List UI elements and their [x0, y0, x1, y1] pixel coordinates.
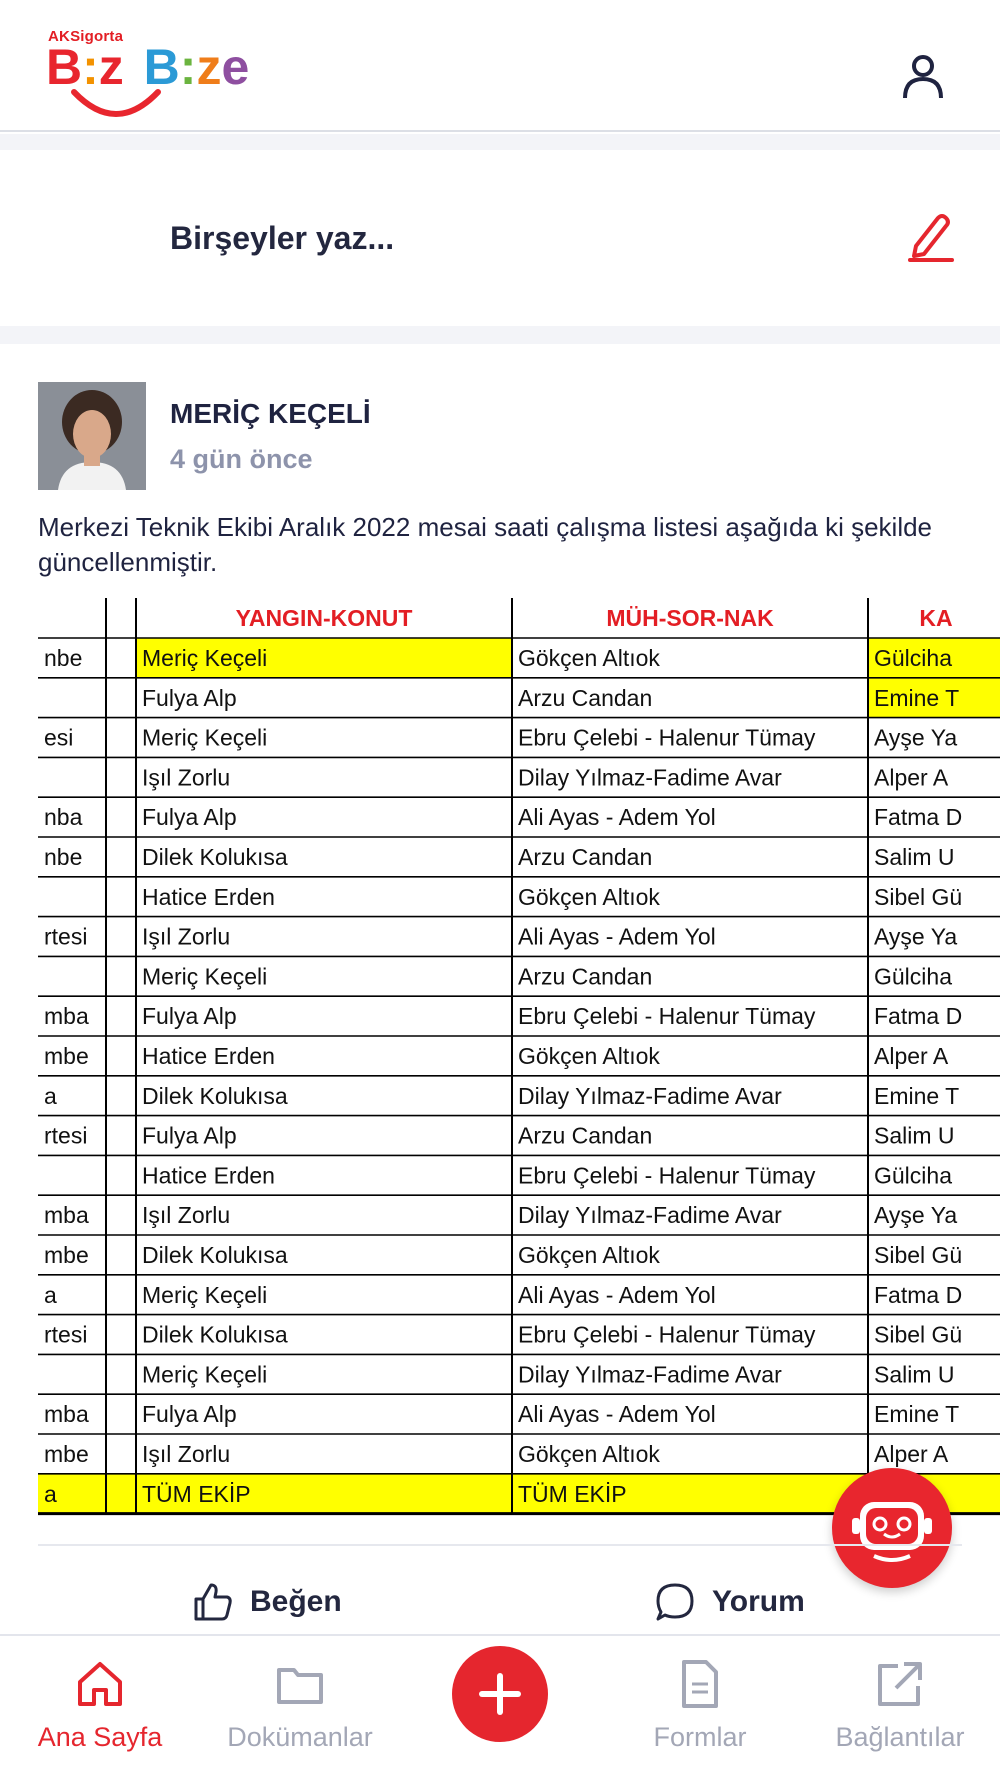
- composer-placeholder[interactable]: Birşeyler yaz...: [170, 220, 395, 256]
- table-cell: mbe: [44, 1043, 89, 1069]
- table-cell: Işıl Zorlu: [142, 764, 231, 791]
- nav-home[interactable]: [28, 1636, 172, 1780]
- user-icon: [898, 52, 948, 102]
- table-cell: Ayşe Ya: [874, 1202, 958, 1229]
- table-cell: Ayşe Ya: [874, 724, 958, 751]
- table-cell: Gökçen Altıok: [518, 1242, 660, 1268]
- table-cell: Meriç Keçeli: [142, 1361, 268, 1388]
- nav-documents[interactable]: [216, 1636, 384, 1780]
- nav-links[interactable]: [820, 1636, 980, 1780]
- nav-links-label: Bağlantılar: [835, 1722, 965, 1752]
- like-button[interactable]: [192, 1572, 342, 1632]
- table-cell: Arzu Candan: [518, 684, 653, 711]
- table-cell: Arzu Candan: [518, 963, 653, 990]
- nav-home-label: Ana Sayfa: [37, 1722, 163, 1752]
- table-cell: Gülciha: [874, 645, 952, 671]
- thumbs-up-icon: [192, 1581, 234, 1623]
- table-cell: Gülciha: [874, 1162, 952, 1189]
- table-cell: mba: [44, 1401, 89, 1428]
- table-cell: a: [44, 1480, 57, 1507]
- nav-forms[interactable]: [640, 1636, 760, 1780]
- table-cell: Ali Ayas - Adem Yol: [518, 1281, 716, 1308]
- table-cell: Dilay Yılmaz-Fadime Avar: [518, 1361, 782, 1388]
- table-cell: mbe: [44, 1242, 89, 1268]
- table-cell: Sibel Gü: [874, 1242, 963, 1268]
- table-header-cell: YANGIN-KONUT: [235, 605, 413, 631]
- table-cell: Ebru Çelebi - Halenur Tümay: [518, 1003, 816, 1030]
- robot-icon: [832, 1468, 952, 1588]
- table-cell: Meriç Keçeli: [142, 724, 268, 751]
- logo-wordmark: [46, 26, 250, 126]
- table-cell: Emine T: [874, 684, 960, 711]
- comment-label: Yorum: [712, 1585, 805, 1618]
- table-cell: Salim U: [874, 844, 955, 870]
- section-gap: [0, 326, 1000, 344]
- post-author[interactable]: MERİÇ KEÇELİ: [170, 398, 371, 429]
- table-cell: Fulya Alp: [142, 1122, 237, 1149]
- table-cell: Hatice Erden: [142, 883, 275, 910]
- write-post-button[interactable]: [908, 210, 954, 262]
- table-cell: Dilek Kolukısa: [142, 1082, 288, 1109]
- profile-button[interactable]: [898, 52, 948, 102]
- table-cell: TÜM EKİP: [518, 1480, 627, 1507]
- avatar-photo: [38, 382, 146, 490]
- folder-icon: [274, 1658, 326, 1710]
- table-cell: Sibel Gü: [874, 883, 963, 910]
- table-cell: Dilek Kolukısa: [142, 1321, 288, 1348]
- external-link-icon: [874, 1658, 926, 1710]
- table-cell: Alper A: [874, 1441, 949, 1467]
- table-cell: Işıl Zorlu: [142, 1202, 231, 1229]
- table-cell: rtesi: [44, 1122, 88, 1149]
- table-cell: Gökçen Altıok: [518, 645, 660, 671]
- post-time: 4 gün önce: [170, 444, 313, 474]
- table-cell: nba: [44, 804, 83, 831]
- nav-forms-label: Formlar: [653, 1722, 747, 1752]
- section-gap: [0, 134, 1000, 150]
- add-button[interactable]: [452, 1646, 548, 1742]
- plus-icon: [452, 1646, 548, 1742]
- comment-icon: [654, 1581, 696, 1623]
- table-header-cell: MÜH-SOR-NAK: [606, 605, 774, 631]
- table-cell: mbe: [44, 1441, 89, 1467]
- like-label: Beğen: [250, 1585, 342, 1618]
- table-cell: Ebru Çelebi - Halenur Tümay: [518, 724, 816, 751]
- table-cell: Gülciha: [874, 963, 952, 990]
- highlight-cell: [106, 1474, 136, 1514]
- table-cell: Alper A: [874, 764, 949, 791]
- author-avatar[interactable]: [38, 382, 146, 490]
- table-cell: Ali Ayas - Adem Yol: [518, 1401, 716, 1428]
- table-cell: mba: [44, 1003, 89, 1030]
- svg-text:B:z B:ze: B:z B:ze: [46, 39, 250, 95]
- app-header: [0, 0, 1000, 132]
- table-cell: Hatice Erden: [142, 1162, 275, 1189]
- schedule-table: [38, 598, 1000, 1516]
- table-cell: Meriç Keçeli: [142, 963, 268, 990]
- chatbot-button[interactable]: [832, 1468, 952, 1588]
- table-cell: Dilek Kolukısa: [142, 844, 288, 870]
- table-cell: Gökçen Altıok: [518, 1441, 660, 1467]
- table-cell: Fulya Alp: [142, 1401, 237, 1428]
- table-header-cell: KA: [919, 605, 953, 631]
- table-cell: Ali Ayas - Adem Yol: [518, 923, 716, 950]
- logo-brand-top: AKSigorta: [48, 28, 124, 45]
- table-cell: Ebru Çelebi - Halenur Tümay: [518, 1321, 816, 1348]
- table-cell: Salim U: [874, 1361, 955, 1388]
- table-cell: Ebru Çelebi - Halenur Tümay: [518, 1162, 816, 1189]
- pencil-icon: [908, 210, 954, 262]
- table-cell: Emine T: [874, 1401, 960, 1428]
- table-cell: Fatma D: [874, 1003, 963, 1030]
- table-cell: Arzu Candan: [518, 844, 653, 870]
- post-composer[interactable]: [0, 150, 1000, 326]
- table-cell: Salim U: [874, 1122, 955, 1149]
- comment-button[interactable]: [654, 1572, 805, 1632]
- table-cell: TÜM EKİP: [142, 1480, 251, 1507]
- table-cell: esi: [44, 724, 74, 751]
- table-cell: Dilek Kolukısa: [142, 1242, 288, 1268]
- table-cell: nbe: [44, 645, 83, 671]
- table-cell: Emine T: [874, 1082, 960, 1109]
- table-cell: Dilay Yılmaz-Fadime Avar: [518, 1202, 782, 1229]
- table-cell: Gökçen Altıok: [518, 883, 660, 910]
- table-cell: Ayşe Ya: [874, 923, 958, 950]
- table-cell: Fulya Alp: [142, 804, 237, 831]
- table-cell: Hatice Erden: [142, 1043, 275, 1069]
- document-icon: [674, 1658, 726, 1710]
- nav-documents-label: Dokümanlar: [227, 1722, 373, 1752]
- table-cell: Işıl Zorlu: [142, 923, 231, 950]
- post-divider: [38, 1544, 962, 1546]
- table-cell: Ali Ayas - Adem Yol: [518, 804, 716, 831]
- table-cell: Dilay Yılmaz-Fadime Avar: [518, 764, 782, 791]
- app-logo[interactable]: [46, 26, 250, 126]
- table-cell: rtesi: [44, 1321, 88, 1348]
- table-cell: nbe: [44, 844, 83, 870]
- table-cell: rtesi: [44, 923, 88, 950]
- table-cell: Arzu Candan: [518, 1122, 653, 1149]
- table-cell: a: [44, 1281, 57, 1308]
- table-cell: Alper A: [874, 1043, 949, 1069]
- post-text: Merkezi Teknik Ekibi Aralık 2022 mesai saati çalışma listesi aşağıda ki şekilde güncellenmiştir.: [38, 512, 933, 577]
- table-cell: Meriç Keçeli: [142, 1281, 268, 1308]
- table-cell: mba: [44, 1202, 89, 1229]
- table-cell: Meriç Keçeli: [142, 645, 268, 671]
- table-cell: Gökçen Altıok: [518, 1043, 660, 1069]
- schedule-image[interactable]: [38, 598, 1000, 1516]
- table-cell: Fatma D: [874, 804, 963, 831]
- table-cell: Işıl Zorlu: [142, 1441, 231, 1467]
- table-cell: Dilay Yılmaz-Fadime Avar: [518, 1082, 782, 1109]
- table-cell: a: [44, 1082, 57, 1109]
- table-cell: Sibel Gü: [874, 1321, 963, 1348]
- table-cell: Fulya Alp: [142, 1003, 237, 1030]
- table-cell: Fatma D: [874, 1281, 963, 1308]
- table-cell: Fulya Alp: [142, 684, 237, 711]
- home-icon: [74, 1658, 126, 1710]
